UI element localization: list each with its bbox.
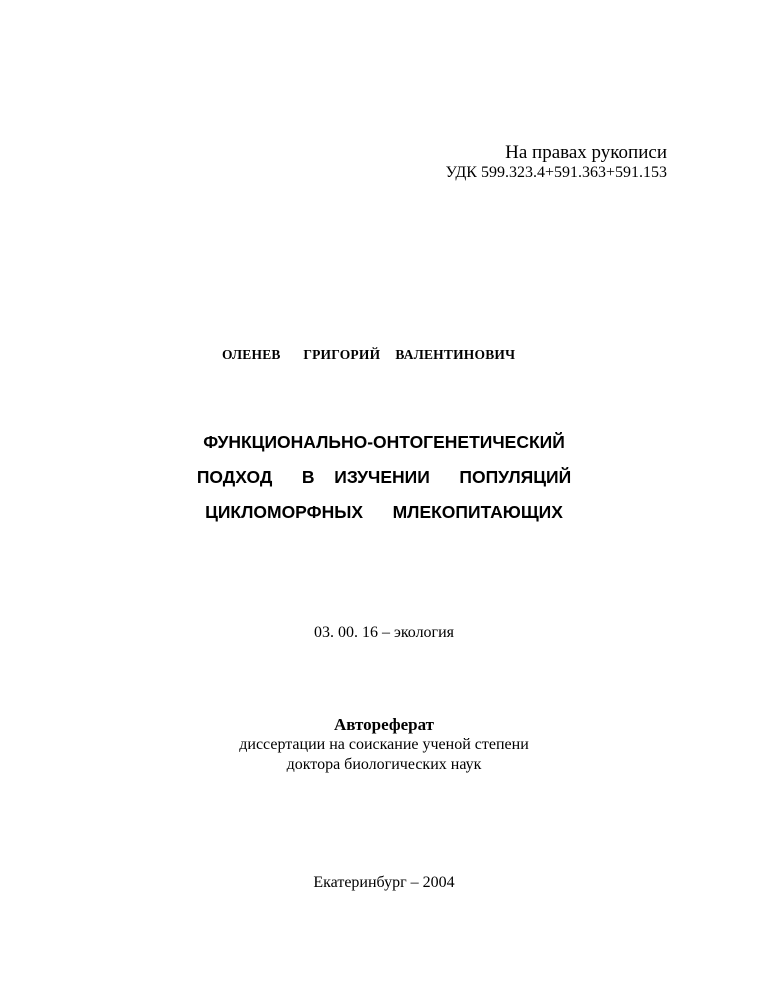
title-line-3: ЦИКЛОМОРФНЫХ МЛЕКОПИТАЮЩИХ [205,502,563,522]
city-year: Екатеринбург – 2004 [313,874,455,891]
manuscript-rights-block [446,143,667,183]
abstract-heading: Автореферат [333,715,435,734]
manuscript-rights-text: На правах рукописи [505,142,667,163]
dissertation-title [0,425,768,530]
abstract-line-1: диссертации на соискание ученой степени [239,736,529,753]
title-line-2: ПОДХОД В ИЗУЧЕНИИ ПОПУЛЯЦИЙ [196,467,572,487]
title-line-1: ФУНКЦИОНАЛЬНО-ОНТОГЕНЕТИЧЕСКИЙ [203,432,565,452]
author-name: ОЛЕНЕВ ГРИГОРИЙ ВАЛЕНТИНОВИЧ [222,347,516,362]
abstract-block [0,715,768,775]
specialty-code: 03. 00. 16 – экология [313,624,455,641]
udc-code: УДК 599.323.4+591.363+591.153 [445,164,667,181]
abstract-line-2: доктора биологических наук [286,756,482,773]
